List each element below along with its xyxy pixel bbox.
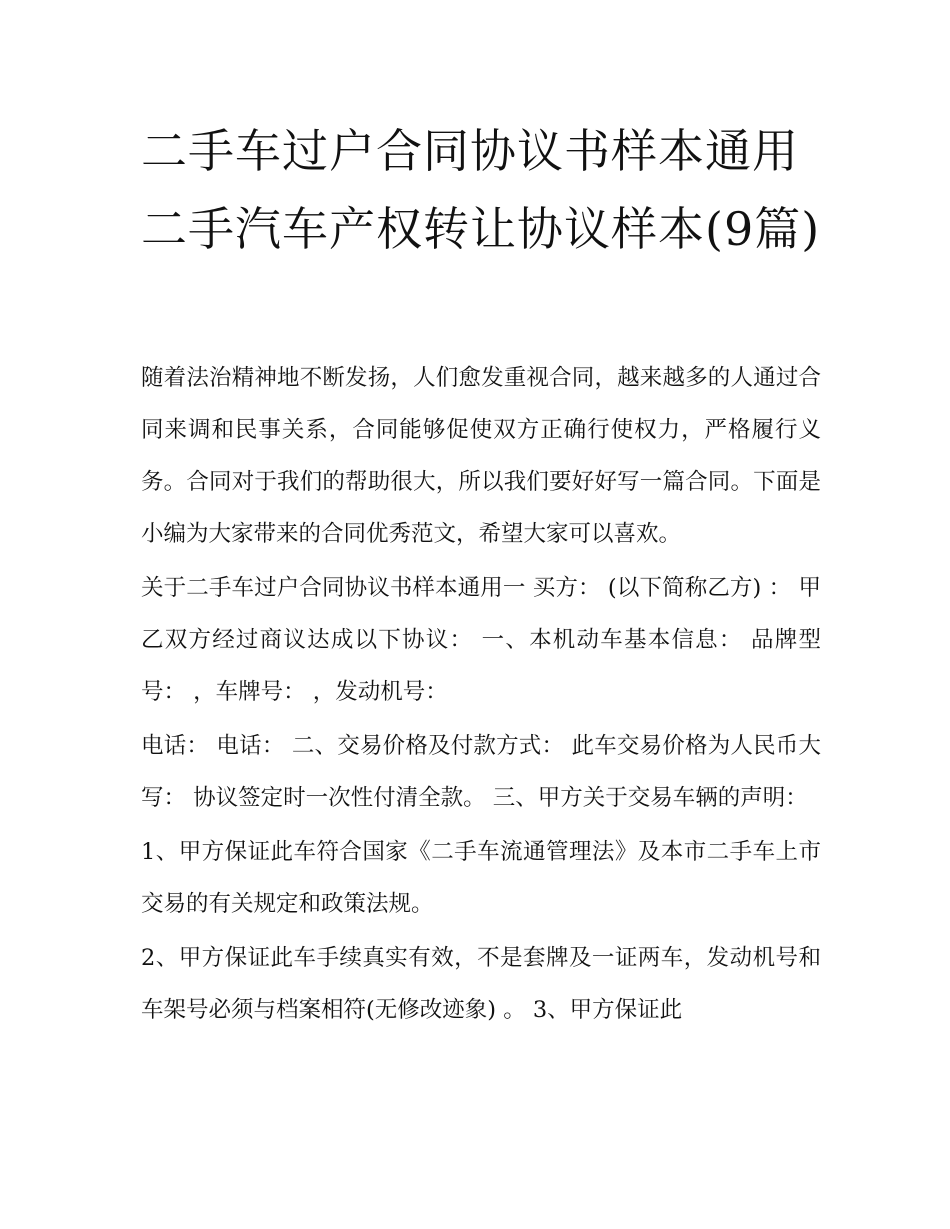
document-body [141,352,821,1038]
body-paragraph-intro: 随着法治精神地不断发扬，人们愈发重视合同，越来越多的人通过合同来调和民事关系，合同能够促使双方正确行使权力，严格履行义务。合同对于我们的帮助很大，所以我们要好好写一篇合同。下面是小编为大家带来的合同优秀范文，希望大家可以喜欢。 [141,365,821,547]
body-paragraph-clause-1: 1、甲方保证此车符合国家《二手车流通管理法》及本市二手车上市交易的有关规定和政策法规。 [141,839,821,917]
body-paragraph-buyer-info: 关于二手车过户合同协议书样本通用一 买方： (以下简称乙方) ： 甲乙双方经过商议达成以下协议： 一、本机动车基本信息： 品牌型号： ，车牌号： ，发动机号： [141,575,821,705]
document-title [141,112,821,268]
body-paragraph-clause-2: 2、甲方保证此车手续真实有效，不是套牌及一证两车，发动机号和车架号必须与档案相符(无修改迹象) 。 3、甲方保证此 [141,945,821,1023]
body-paragraph-price: 电话： 电话： 二、交易价格及付款方式： 此车交易价格为人民币大写： 协议签定时一次性付清全款。 三、甲方关于交易车辆的声明： [141,733,821,811]
document-title-text: 二手车过户合同协议书样本通用 二手汽车产权转让协议样本(9篇) [141,124,821,256]
